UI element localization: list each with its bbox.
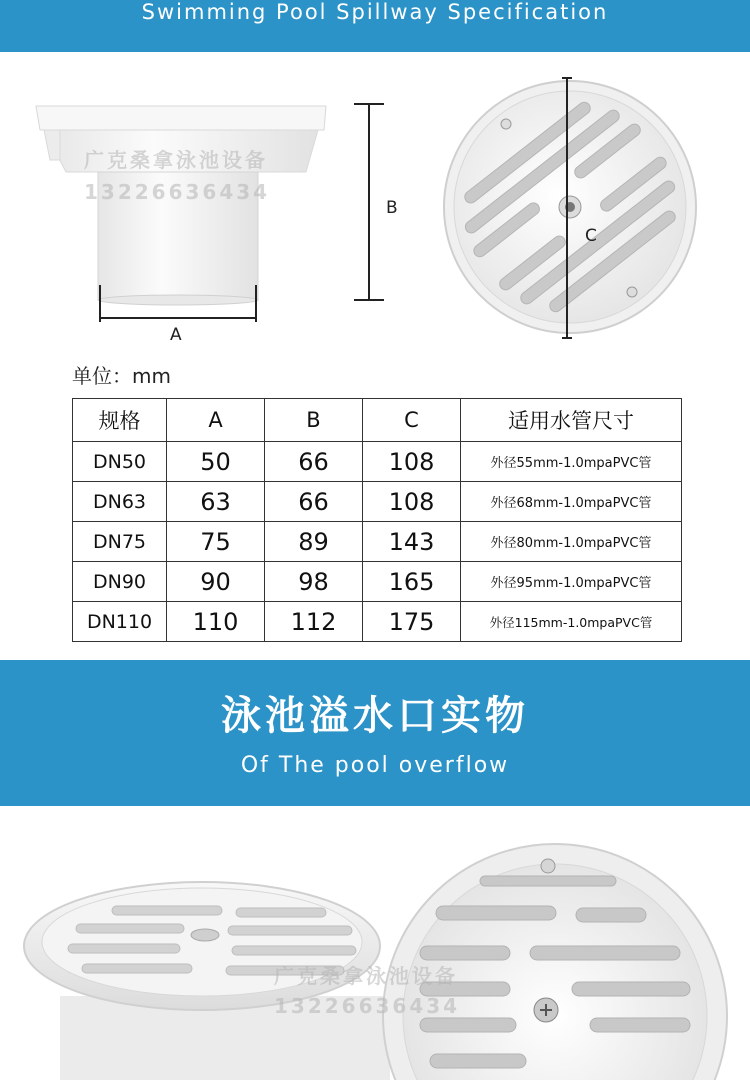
cell-a: 110 (167, 602, 265, 642)
cell-model: DN110 (73, 602, 167, 642)
table-row (73, 562, 682, 602)
photo-watermark-company: 广克桑拿泳池设备 (274, 964, 458, 988)
cell-a: 63 (167, 482, 265, 522)
side-view-drawing (30, 100, 350, 350)
cell-b: 66 (265, 442, 363, 482)
cell-model: DN90 (73, 562, 167, 602)
cell-pipe: 外径80mm-1.0mpaPVC管 (461, 522, 682, 562)
watermark-company: 广克桑拿泳池设备 (84, 148, 268, 172)
table-row (73, 522, 682, 562)
spec-table (72, 398, 682, 642)
cell-b: 112 (265, 602, 363, 642)
header-c: C (363, 399, 461, 442)
cell-c: 108 (363, 442, 461, 482)
watermark-phone: 13226636434 (84, 180, 271, 204)
cell-model: DN75 (73, 522, 167, 562)
cell-pipe: 外径115mm-1.0mpaPVC管 (461, 602, 682, 642)
cell-a: 50 (167, 442, 265, 482)
flange-shape (36, 106, 326, 130)
section-title-cn: 泳池溢水口实物 (221, 693, 529, 739)
photo-watermark-phone: 13226636434 (274, 994, 461, 1018)
table-row (73, 482, 682, 522)
table-row (73, 602, 682, 642)
cell-model: DN63 (73, 482, 167, 522)
product-photo-area (0, 806, 750, 1080)
header-b: B (265, 399, 363, 442)
cell-b: 66 (265, 482, 363, 522)
table-row (73, 442, 682, 482)
dimension-b-label: B (386, 198, 398, 218)
cell-pipe: 外径55mm-1.0mpaPVC管 (461, 442, 682, 482)
header-model: 规格 (73, 399, 167, 442)
top-view-drawing (440, 72, 705, 342)
cell-pipe: 外径95mm-1.0mpaPVC管 (461, 562, 682, 602)
product-photo (0, 806, 750, 1080)
cell-c: 175 (363, 602, 461, 642)
dimension-c-label: C (585, 226, 597, 246)
section-banner (0, 660, 750, 806)
cell-model: DN50 (73, 442, 167, 482)
cell-c: 165 (363, 562, 461, 602)
cell-a: 90 (167, 562, 265, 602)
section-title-en: Of The pool overflow (240, 753, 510, 778)
cell-b: 98 (265, 562, 363, 602)
page-title: Swimming Pool Spillway Specification (141, 0, 609, 24)
dimension-b-line (350, 102, 390, 304)
dimension-a-label: A (170, 325, 182, 345)
cell-c: 108 (363, 482, 461, 522)
header-a: A (167, 399, 265, 442)
cell-b: 89 (265, 522, 363, 562)
cell-a: 75 (167, 522, 265, 562)
table-header-row (73, 399, 682, 442)
cell-pipe: 外径68mm-1.0mpaPVC管 (461, 482, 682, 522)
cell-c: 143 (363, 522, 461, 562)
header-pipe: 适用水管尺寸 (461, 399, 682, 442)
top-banner (0, 0, 750, 52)
unit-label: 单位：mm (72, 364, 171, 388)
